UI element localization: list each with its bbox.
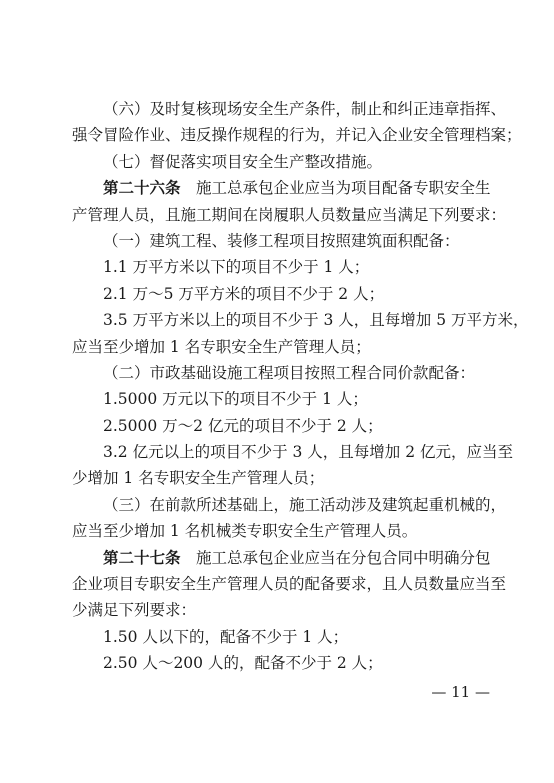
paragraph-line: 企业项目专职安全生产管理人员的配备要求，且人员数量应当至 [72,575,507,594]
paragraph-line: 强令冒险作业、违反操作规程的行为，并记入企业安全管理档案； [72,126,522,145]
paragraph-line: （三）在前款所述基础上，施工活动涉及建筑起重机械的， [103,495,507,514]
paragraph-line: 少满足下列要求： [72,601,197,620]
paragraph-line: 少增加 1 名专职安全生产管理人员； [72,469,325,488]
page-number: — 11 — [431,683,490,701]
article-26-label: 第二十六条 [103,179,181,198]
article-27-first-line [72,545,490,571]
list-item: 3.2 亿元以上的项目不少于 3 人，且每增加 2 亿元，应当至 [103,443,514,462]
article-27-text: 施工总承包企业应当在分包合同中明确分包 [196,548,491,567]
paragraph-line: 产管理人员，且施工期间在岗履职人员数量应当满足下列要求： [72,205,507,224]
article-27-label: 第二十七条 [103,548,181,567]
list-item: 2.1 万～5 万平方米的项目不少于 2 人； [103,284,385,303]
paragraph-line: （六）及时复核现场安全生产条件，制止和纠正违章指挥、 [103,100,507,118]
list-item: 1.5000 万元以下的项目不少于 1 人； [103,390,368,409]
list-item: 1.50 人以下的，配备不少于 1 人； [103,627,349,646]
article-26-first-line [72,175,490,201]
paragraph-line: （二）市政基础设施工程项目按照工程合同价款配备： [103,363,476,382]
paragraph-line: 应当至少增加 1 名专职安全生产管理人员； [72,337,371,356]
list-item: 3.5 万平方米以上的项目不少于 3 人，且每增加 5 万平方米， [103,311,529,330]
paragraph-line: （七）督促落实项目安全生产整改措施。 [103,152,383,171]
document-body [72,96,529,677]
list-item: 2.50 人～200 人的，配备不少于 2 人； [103,654,383,673]
paragraph-line: （一）建筑工程、装修工程项目按照建筑面积配备： [103,231,460,250]
list-item: 1.1 万平方米以下的项目不少于 1 人； [103,258,370,277]
paragraph-line: 应当至少增加 1 名机械类专职安全生产管理人员。 [72,522,418,541]
list-item: 2.5000 万～2 亿元的项目不少于 2 人； [103,416,383,435]
article-26-text: 施工总承包企业应当为项目配备专职安全生 [196,179,491,198]
